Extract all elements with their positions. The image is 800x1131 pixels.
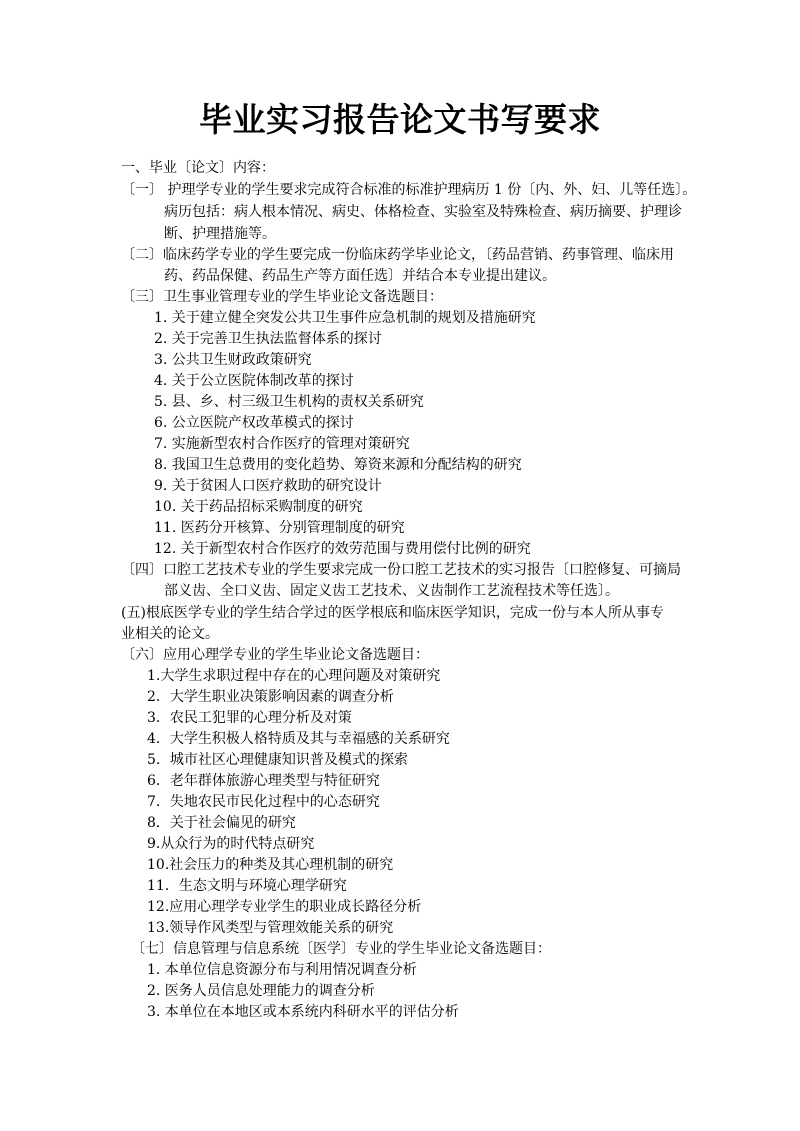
content-heading: 一、毕业〔论文〕内容： [121,160,275,176]
list-item: 2. 医务人员信息处理能力的调查分析 [147,983,375,999]
document-title: 毕业实习报告论文书写要求 [199,100,601,139]
section5-line2: 业相关的论文。 [121,626,219,642]
section2-line2: 药、药品保健、药品生产等方面任选〕并结合本专业提出建议。 [164,268,556,284]
list-item: 2．大学生职业决策影响因素的调查分析 [147,689,394,705]
list-item: 1. 本单位信息资源分布与利用情况调查分析 [147,962,417,978]
list-item: 11. 医药分开核算、分别管理制度的研究 [154,520,405,536]
list-item: 1.大学生求职过程中存在的心理问题及对策研究 [147,668,441,684]
list-item: 6．老年群体旅游心理类型与特征研究 [147,773,380,789]
section1-line2: 病历包括：病人根本情况、病史、体格检查、实验室及特殊检查、病历摘要、护理诊 [164,204,682,220]
list-item: 9. 关于贫困人口医疗救助的研究设计 [154,478,382,494]
list-item: 5．城市社区心理健康知识普及模式的探索 [147,752,408,768]
section1-line3: 断、护理措施等。 [164,226,276,242]
section2-line1: 〔二〕临床药学专业的学生要完成一份临床药学毕业论文，〔药品营销、药事管理、临床用 [121,247,674,263]
section4-line2: 部义齿、全口义齿、固定义齿工艺技术、义齿制作工艺流程技术等任选〕。 [164,583,619,599]
list-item: 9.从众行为的时代特点研究 [147,836,315,852]
list-item: 2. 关于完善卫生执法监督体系的探讨 [154,331,382,347]
list-item: 5. 县、乡、村三级卫生机构的责权关系研究 [154,394,424,410]
section6-heading: 〔六〕应用心理学专业的学生毕业论文备选题目： [121,647,429,663]
list-item: 11．生态文明与环境心理学研究 [147,878,347,894]
list-item: 7. 实施新型农村合作医疗的管理对策研究 [154,436,410,452]
list-item: 12.应用心理学专业学生的职业成长路径分析 [147,899,422,915]
list-item: 3. 公共卫生财政政策研究 [154,352,312,368]
list-item: 7．失地农民市民化过程中的心态研究 [147,794,380,810]
list-item: 8. 我国卫生总费用的变化趋势、筹资来源和分配结构的研究 [154,457,522,473]
section1-line1: 〔一〕 护理学专业的学生要求完成符合标准的标准护理病历 1 份〔内、外、妇、儿等任选〕。 [121,182,697,198]
list-item: 4. 关于公立医院体制改革的探讨 [154,373,354,389]
list-item: 8．关于社会偏见的研究 [147,815,296,831]
section7-heading: 〔七〕信息管理与信息系统〔医学〕专业的学生毕业论文备选题目： [131,941,551,957]
list-item: 4．大学生积极人格特质及其与幸福感的关系研究 [147,731,450,747]
list-item: 10.社会压力的种类及其心理机制的研究 [147,857,394,873]
list-item: 1. 关于建立健全突发公共卫生事件应急机制的规划及措施研究 [154,310,536,326]
list-item: 10. 关于药品招标采购制度的研究 [154,499,363,515]
section5-line1: (五)根底医学专业的学生结合学过的医学根底和临床医学知识，完成一份与本人所从事专 [121,605,664,621]
section4-line1: 〔四〕口腔工艺技术专业的学生要求完成一份口腔工艺技术的实习报告〔口腔修复、可摘局 [121,562,681,578]
list-item: 3. 本单位在本地区或本系统内科研水平的评估分析 [147,1004,459,1020]
list-item: 6. 公立医院产权改革模式的探讨 [154,415,354,431]
list-item: 13.领导作风类型与管理效能关系的研究 [147,920,394,936]
list-item: 12. 关于新型农村合作医疗的效劳范围与费用偿付比例的研究 [154,541,531,557]
section3-heading: 〔三〕卫生事业管理专业的学生毕业论文备选题目： [121,289,443,305]
list-item: 3．农民工犯罪的心理分析及对策 [147,710,352,726]
